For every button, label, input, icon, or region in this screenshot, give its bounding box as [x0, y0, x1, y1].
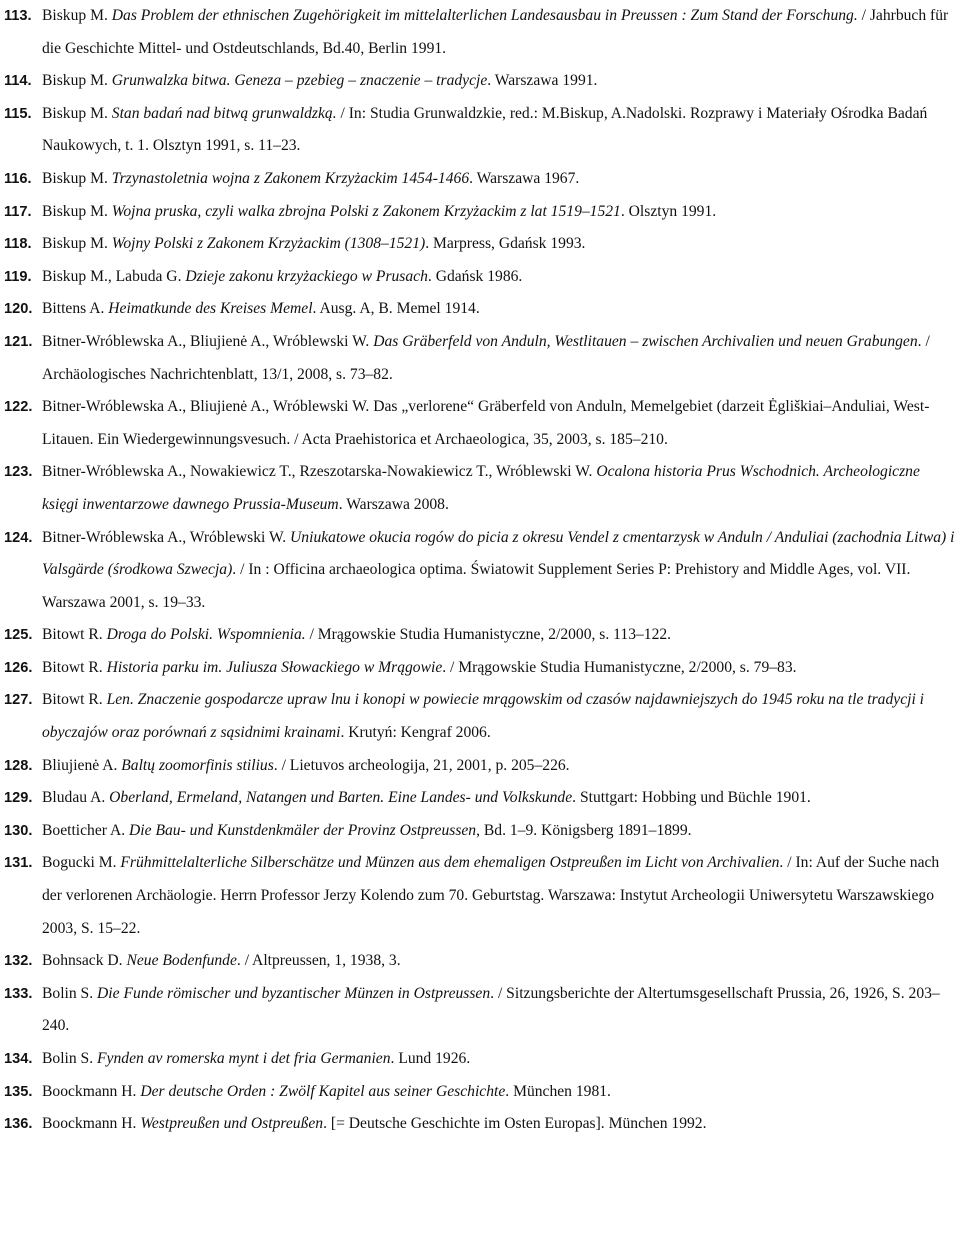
entry-number: 134.	[4, 1051, 33, 1067]
entry-number: 136.	[4, 1116, 33, 1133]
entry-title: Wojny Polski z Zakonem Krzyżackim (1308–1521)	[111, 235, 426, 253]
entry-text: Biskup M.	[42, 104, 112, 122]
bibliography-entry	[0, 978, 960, 1043]
bibliography-entry	[0, 228, 960, 261]
entry-title: Die Bau- und Kunstdenkmäler der Provinz Ostpreussen	[129, 821, 477, 839]
entry-title: Droga do Polski. Wspomnienia.	[106, 626, 306, 644]
entry-text: . Marpress, Gdańsk 1993.	[425, 235, 586, 253]
entry-text: Bittens A.	[42, 300, 109, 318]
entry-title: Das Problem der ethnischen Zugehörigkeit im mittelalterlichen Landesausbau in Preussen : Zum Stand der Forschung.	[111, 7, 858, 24]
entry-number: 130.	[4, 822, 33, 839]
entry-text: . Warszawa 1967.	[469, 169, 580, 187]
entry-text: Boetticher A.	[42, 821, 130, 839]
entry-text: / In: Studia Grunwaldzkie, red.: M.Biskup, A.Nadolski. Rozprawy i Materiały Ośrodka Badań Naukowych, t. 1. Olsztyn 1991, s. 11–23.	[42, 104, 928, 155]
entry-text: . / In: Auf der Suche nach der verlorenen Archäologie. Herrn Professor Jerzy Kolendo zum 70. Geburtstag. Warszawa: Instytut Archeologii Uniwersytetu Warszawskiego 2003, S. 15–22.	[42, 854, 940, 937]
entry-text: . Warszawa 2008.	[338, 495, 449, 513]
entry-text: . Krutyń: Kengraf 2006.	[340, 724, 491, 742]
entry-text: . / Sitzungsberichte der Altertumsgesellschaft Prussia, 26, 1926, S. 203–240.	[42, 984, 940, 1035]
entry-title: Frühmittelalterliche Silberschätze und Münzen aus dem ehemaligen Ostpreußen im Licht von Archivalien	[120, 854, 780, 872]
entry-number: 115.	[4, 105, 32, 122]
bibliography-entry	[0, 326, 960, 391]
entry-text: Bitner-Wróblewska A., Bliujienė A., Wróblewski W.	[42, 332, 374, 350]
bibliography-entry	[0, 293, 960, 326]
entry-text: Bitowt R.	[42, 691, 107, 709]
entry-text: Bitowt R.	[42, 626, 107, 644]
entry-title: Trzynastoletnia wojna z Zakonem Krzyżackim 1454-1466	[111, 169, 470, 187]
entry-text: . Warszawa 1991.	[487, 72, 598, 90]
entry-number: 131.	[4, 855, 33, 872]
entry-title: Historia parku im. Juliusza Słowackiego w Mrągowie	[106, 658, 443, 676]
entry-title: Stan badań nad bitwą grunwaldzką.	[111, 104, 337, 122]
entry-title: Der deutsche Orden : Zwölf Kapitel aus seiner Geschichte	[140, 1082, 506, 1100]
entry-title: Heimatkunde des Kreises Memel	[108, 300, 313, 318]
entry-text: Bolin S.	[42, 1050, 98, 1067]
entry-text: Bliujienė A.	[42, 756, 122, 774]
bibliography-entry	[0, 684, 960, 749]
entry-text: . Olsztyn 1991.	[620, 202, 717, 220]
entry-text: . / Altpreussen, 1, 1938, 3.	[236, 952, 401, 970]
entry-number: 124.	[4, 529, 33, 546]
entry-number: 117.	[4, 203, 32, 220]
entry-text: Biskup M.	[42, 169, 112, 187]
entry-number: 126.	[4, 659, 33, 676]
entry-text: / Jahrbuch für die Geschichte Mittel- und Ostdeutschlands, Bd.40, Berlin 1991.	[42, 7, 949, 57]
bibliography-entry	[0, 261, 960, 294]
entry-text: Biskup M.	[42, 202, 112, 220]
entry-number: 118.	[4, 236, 32, 253]
entry-text: . München 1981.	[505, 1082, 611, 1100]
entry-number: 125.	[4, 627, 33, 644]
entry-number: 133.	[4, 985, 33, 1002]
entry-number: 123.	[4, 464, 33, 481]
bibliography-entry	[0, 945, 960, 978]
entry-title: Grunwalzka bitwa. Geneza – pzebieg – znaczenie – tradycje	[111, 72, 488, 90]
entry-text: Biskup M., Labuda G.	[42, 267, 186, 285]
entry-text: Boockmann H.	[42, 1082, 141, 1100]
entry-text: . [= Deutsche Geschichte im Osten Europas]. München 1992.	[323, 1115, 707, 1133]
entry-text: Bitner-Wróblewska A., Wróblewski W.	[42, 528, 291, 546]
entry-title: Uniukatowe okucia rogów do picia z okresu Vendel z cmentarzysk w Anduln / Anduliai (zachodnia Litwa) i Valsgärde (środkowa Szwecja)	[42, 528, 955, 579]
bibliography-entry	[0, 847, 960, 945]
entry-text: . Ausg. A, B. Memel 1914.	[312, 300, 480, 318]
bibliography-entry	[0, 98, 960, 163]
bibliography-entry	[0, 522, 960, 620]
entry-title: Das Gräberfeld von Anduln, Westlitauen – zwischen Archivalien und neuen Grabungen	[373, 332, 918, 350]
bibliography-entry	[0, 1076, 960, 1109]
entry-number: 116.	[4, 170, 32, 187]
bibliography-entry	[0, 815, 960, 848]
entry-text: / Mrągowskie Studia Humanistyczne, 2/2000, s. 113–122.	[305, 626, 672, 644]
entry-text: . / Archäologisches Nachrichtenblatt, 13/1, 2008, s. 73–82.	[42, 332, 930, 383]
entry-number: 114.	[4, 73, 32, 90]
entry-number: 120.	[4, 301, 33, 318]
entry-number: 128.	[4, 757, 33, 774]
entry-number: 129.	[4, 790, 33, 807]
entry-text: Bludau A.	[42, 789, 110, 807]
entry-text: Bohnsack D.	[42, 952, 127, 970]
bibliography-entry	[0, 65, 960, 98]
entry-title: Oberland, Ermeland, Natangen und Barten. Eine Landes- und Volkskunde	[109, 789, 573, 807]
bibliography-entry	[0, 1043, 960, 1076]
entry-title: Fynden av romerska mynt i det fria Germanien	[97, 1050, 391, 1067]
bibliography-entry	[0, 750, 960, 783]
entry-number: 132.	[4, 953, 33, 970]
entry-number: 122.	[4, 399, 33, 416]
entry-text: Boockmann H.	[42, 1115, 141, 1133]
entry-text: . / Lietuvos archeologija, 21, 2001, p. 205–226.	[273, 756, 570, 774]
bibliography-entry	[0, 391, 960, 456]
entry-number: 127.	[4, 692, 33, 709]
bibliography-entry	[0, 0, 960, 65]
entry-text: , Bd. 1–9. Königsberg 1891–1899.	[476, 821, 692, 839]
bibliography-entry	[0, 163, 960, 196]
entry-title: Len. Znaczenie gospodarcze upraw lnu i konopi w powiecie mrągowskim od czasów najdawniejszych do 1945 roku na tle tradycji i obyczajów oraz porównań z sąsidnimi krainami	[42, 691, 925, 742]
entry-text: Bogucki M.	[42, 854, 121, 872]
entry-title: Dzieje zakonu krzyżackiego w Prusach	[185, 267, 428, 285]
entry-text: Biskup M.	[42, 72, 112, 90]
bibliography-entry	[0, 196, 960, 229]
entry-title: Westpreußen und Ostpreußen	[140, 1115, 324, 1133]
entry-text: . Gdańsk 1986.	[427, 267, 523, 285]
entry-text: Bitner-Wróblewska A., Bliujienė A., Wróblewski W. Das „verlorene“ Gräberfeld von Anduln, Memelgebiet (darzeit Ėgliškiai–Anduliai, West-Litauen. Ein Wiedergewinnungsvesuch. / Acta Praehistorica et Archaeologica, 35, 2003, s. 185–210.	[42, 398, 930, 448]
bibliography-entry	[0, 782, 960, 815]
entry-text: Bitowt R.	[42, 658, 107, 676]
entry-number: 119.	[4, 268, 32, 285]
entry-text: . / Mrągowskie Studia Humanistyczne, 2/2000, s. 79–83.	[442, 658, 797, 676]
entry-number: 135.	[4, 1083, 33, 1100]
entry-number: 113.	[4, 8, 32, 24]
entry-text: . / In : Officina archaeologica optima. Światowit Supplement Series P: Prehistory and Middle Ages, vol. VII. Warszawa 2001, s. 19–33.	[42, 561, 911, 611]
bibliography-entry	[0, 1108, 960, 1141]
entry-text: . Lund 1926.	[390, 1050, 471, 1067]
bibliography-entry	[0, 456, 960, 521]
entry-title: Wojna pruska, czyli walka zbrojna Polski z Zakonem Krzyżackim z lat 1519–1521	[111, 202, 621, 220]
bibliography-entry	[0, 652, 960, 685]
entry-text: . Stuttgart: Hobbing und Büchle 1901.	[572, 789, 811, 807]
entry-title: Ocalona historia Prus Wschodnich. Archeologiczne księgi inwentarzowe dawnego Prussia-Museum	[42, 463, 920, 513]
entry-text: Bitner-Wróblewska A., Nowakiewicz T., Rzeszotarska-Nowakiewicz T., Wróblewski W.	[42, 463, 597, 481]
entry-title: Neue Bodenfunde	[126, 952, 237, 970]
entry-text: Biskup M.	[42, 7, 112, 24]
entry-number: 121.	[4, 333, 33, 350]
entry-title: Baltų zoomorfinis stilius	[121, 756, 274, 774]
entry-text: Biskup M.	[42, 235, 112, 253]
entry-title: Die Funde römischer und byzantischer Münzen in Ostpreussen	[97, 984, 491, 1002]
bibliography-entry	[0, 619, 960, 652]
entry-text: Bolin S.	[42, 984, 98, 1002]
